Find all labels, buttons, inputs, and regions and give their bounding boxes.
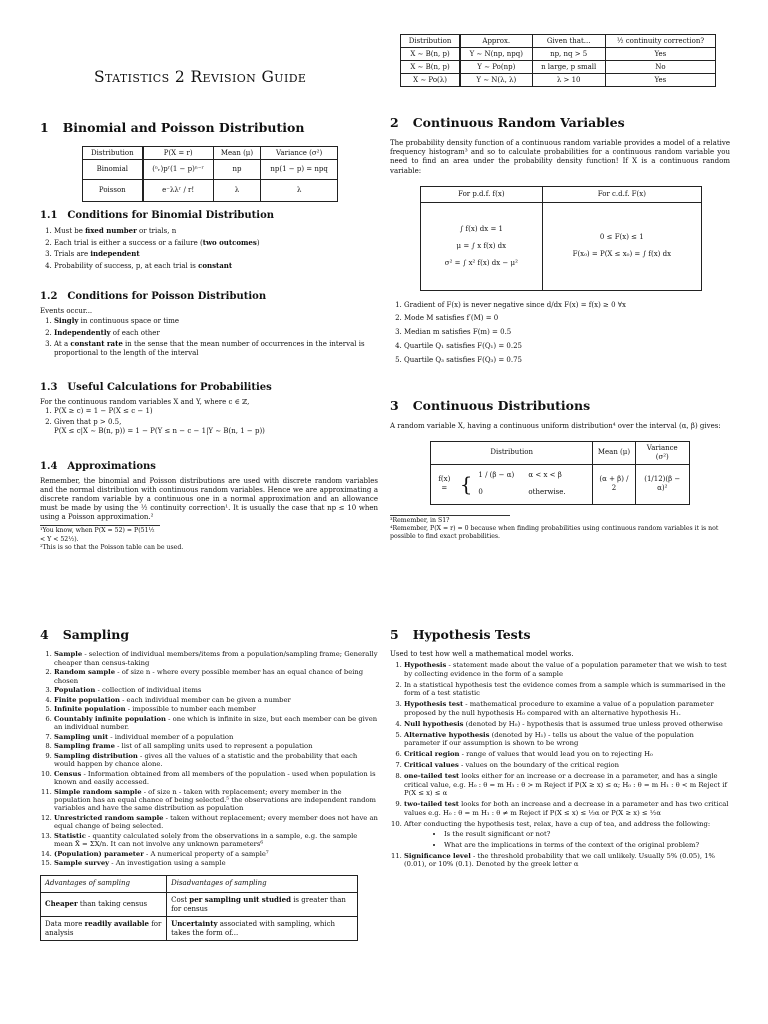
formula: 0 ≤ F(x) ≤ 1 (599, 233, 644, 242)
list-item: 1. Sample - selection of individual members/items from a population/sampling frame; Generally cheaper than census-taking (54, 650, 378, 667)
section-number: 3 (390, 398, 399, 413)
list-item: 10. Census - Information obtained from all members of the population - used when population is known and easily accessed. (54, 770, 378, 787)
list-item: 3. Median m satisfies F(m) = 0.5 (404, 326, 730, 338)
sampling-table (40, 875, 358, 941)
list-item: 2. Given that p > 0.5, P(X ≤ c|X ∼ B(n, p)) = 1 − P(Y ≤ n − c − 1|Y ∼ B(n, 1 − p)) (54, 418, 378, 436)
table-cell: Cost per sampling unit studied is greater than for census (167, 892, 358, 916)
subsection-title: Conditions for Poisson Distribution (67, 291, 267, 302)
table-header: Disadvantages of sampling (167, 875, 358, 892)
list-item: 4. Finite population - each individual member can be given a number (54, 696, 378, 704)
paragraph: Used to test how well a mathematical model works. (390, 650, 574, 659)
pdf-cdf-table (420, 186, 702, 291)
section-heading (390, 398, 730, 414)
list-item: 5. Infinite population - impossible to number each member (54, 705, 378, 713)
section-heading (40, 120, 378, 136)
formula: ∫ f(x) dx = 1 (459, 224, 503, 233)
footnote-4: ⁴Remember, P(X = r) = 0 because when finding probabilities using continuous random variables it is not possible to find exact probabilities. (390, 524, 719, 540)
approx-cell: X ∼ Po(λ) (401, 74, 461, 87)
section-number: 5 (390, 627, 399, 642)
list-item: 1. Hypothesis - statement made about the value of a population parameter that we wish to test by collecting evidence in the form of a sample (404, 661, 730, 678)
approx-header: ½ continuity correction? (605, 35, 715, 48)
brace-glyph: { (459, 472, 473, 497)
paragraph: The probability density function of a continuous random variable provides a model of a relative frequency histogram³ and so to calculate probabilities for a continuous random variable you need to find an area under the probability density function! If X is a continuous random variable: (390, 139, 730, 175)
list-item: 7. Sampling unit - individual member of a population (54, 733, 378, 741)
formula: F(x₀) = P(X ≤ x₀) = ∫ f(x) dx (572, 250, 672, 259)
bullet-list (404, 830, 730, 849)
approx-header: Given that... (532, 35, 605, 48)
table-cell: λ (213, 180, 261, 202)
subsection-heading (40, 209, 378, 222)
subsection-heading (40, 290, 378, 303)
approx-cell: Y ∼ Po(np) (460, 61, 532, 74)
list-item: 2. Random sample - of size n - where every possible member has an equal chance of being chosen (54, 668, 378, 685)
footnote-2: ²This is so that the Poisson table can be used. (40, 543, 184, 551)
subsection-title: Approximations (67, 461, 156, 472)
table-cell: Data more readily available for analysis (41, 916, 167, 940)
list-item: 5. Alternative hypothesis (denoted by H₁) - tells us about the value of the population parameter if our assumption is shown to be wrong (404, 731, 730, 748)
formula: f(x) = (438, 474, 451, 493)
list-item: 15. Sample survey - An investigation using a sample (54, 859, 378, 867)
footnote-1: ¹You know, when P(X = 52) ≃ P(51½ < Y < 52½). (40, 525, 160, 543)
uniform-table (430, 441, 690, 504)
list-item: 10. After conducting the hypothesis test, relax, have a cup of tea, and address the following: • Is the result significant or not? • What are the implications in terms of the context of the original problem? (404, 820, 730, 849)
paragraph: For the continuous random variables X and Y, where c ∈ ℤ, (40, 398, 250, 406)
approx-header: Distribution (401, 35, 461, 48)
subsection-number: 1.4 (40, 461, 58, 472)
page-title (94, 67, 306, 87)
subsection-title: Useful Calculations for Probabilities (67, 382, 272, 393)
table-header: Advantages of sampling (41, 875, 167, 892)
subsection-title: Conditions for Binomial Distribution (67, 210, 275, 221)
properties-list (390, 299, 730, 366)
list-item: 11. Significance level - the threshold probability that we call unlikely. Usually 5% (0.05), 1% (0.01), or 10% (0.1). Denoted by the greek letter α (404, 852, 730, 869)
list-item: 13. Statistic - quantity calculated solely from the observations in a sample, e.g. the sample mean X̄ = ΣX/n. It can not involve any unknown parameters⁶ (54, 832, 378, 849)
hypothesis-list (390, 661, 730, 868)
approx-cell: Y ∼ N(np, npq) (460, 48, 532, 61)
calculations-list (40, 407, 378, 436)
list-item: 8. one-tailed test looks either for an increase or a decrease in a parameter, and has a single critical value, e.g. H₀ : θ = m H₁ : θ > m Reject if P(X ≥ x) ≤ α; H₀ : θ = m H₁ : θ < m Reject if P(X ≤ x) ≤ α (404, 772, 730, 797)
paragraph: A random variable X, having a continuous uniform distribution⁴ over the interval (α, β) gives: (390, 422, 721, 431)
section-1-4 (40, 460, 378, 552)
list-item: 3. Trials are independent (54, 249, 378, 259)
subsection-heading (40, 460, 378, 473)
table-header: Distribution (83, 147, 143, 160)
section-title: Continuous Random Variables (412, 115, 625, 130)
table-header: Variance (σ²) (635, 442, 690, 464)
table-cell: (1/12)(β − α)² (635, 464, 690, 504)
section-title: Sampling (62, 627, 130, 642)
binomial-poisson-table (82, 146, 338, 202)
list-item: 1. Must be fixed number or trials, n (54, 226, 378, 236)
approx-table (400, 34, 716, 87)
approx-cell: X ∼ B(n, p) (401, 48, 461, 61)
approx-cell: λ > 10 (532, 74, 605, 87)
section-number: 2 (390, 115, 399, 130)
paragraph: Events occur... (40, 307, 93, 315)
table-cell: Binomial (83, 160, 143, 180)
cdf-formulas (542, 202, 701, 290)
section-number: 4 (40, 627, 49, 642)
list-item: 7. Critical values - values on the boundary of the critical region (404, 761, 730, 769)
section-1-3 (40, 381, 378, 437)
table-cell: e⁻λλʳ / r! (143, 180, 214, 202)
table-header: Distribution (431, 442, 593, 464)
formula: α < x < β (528, 470, 562, 479)
section-heading (390, 115, 730, 131)
poisson-conditions-list (40, 316, 378, 358)
table-cell: (ⁿᵣ)pʳ(1 − p)ⁿ⁻ʳ (143, 160, 214, 180)
section-1 (40, 120, 378, 202)
uniform-pdf (431, 464, 593, 504)
list-item: 6. Countably infinite population - one which is infinite in size, but each member can be given an individual number. (54, 715, 378, 732)
section-title: Hypothesis Tests (412, 627, 531, 642)
list-item: 3. Hypothesis test - mathematical procedure to examine a value of a population parameter proposed by the null hypothesis H₀ compared with an alternative hypothesis H₁. (404, 700, 730, 717)
section-heading (40, 627, 378, 643)
section-number: 1 (40, 120, 49, 135)
table-header: Mean (μ) (593, 442, 635, 464)
footnote-3: ³Remember, in S1? (390, 515, 510, 525)
approx-cell: X ∼ B(n, p) (401, 61, 461, 74)
table-header: For p.d.f. f(x) (421, 186, 543, 202)
list-item: 1. Gradient of F(x) is never negative since d/dx F(x) = f(x) ≥ 0 ∀x (404, 299, 730, 311)
approx-table-wrap (400, 34, 716, 87)
list-item: 9. two-tailed test looks for both an increase and a decrease in a parameter and has two critical values e.g. H₀ : θ = m H₁ : θ ≠ m Reject if P(X ≤ x) ≤ ½α or P(X ≥ x) ≤ ½α (404, 800, 730, 817)
list-item: 2. In a statistical hypothesis test the evidence comes from a sample which is summarised in the form of a test statistic (404, 681, 730, 698)
list-item: 4. Probability of success, p, at each trial is constant (54, 261, 378, 271)
subsection-number: 1.3 (40, 382, 58, 393)
list-item: 4. Quartile Q₁ satisfies F(Q₁) = 0.25 (404, 340, 730, 352)
section-4 (40, 627, 378, 941)
list-item: 8. Sampling frame - list of all sampling units used to represent a population (54, 742, 378, 750)
list-item: 14. (Population) parameter - A numerical property of a sample⁷ (54, 850, 378, 858)
table-cell: np (213, 160, 261, 180)
pdf-formulas (421, 202, 543, 290)
list-item: 9. Sampling distribution - gives all the values of a statistic and the probability that each would happen by chance alone. (54, 752, 378, 769)
formula: 1 / (β − α) (478, 470, 515, 479)
list-item: 3. At a constant rate in the sense that the mean number of occurrences in the interval is proportional to the length of the interval (54, 339, 378, 358)
section-1-2 (40, 290, 378, 360)
bullet-item: • What are the implications in terms of the context of the original problem? (444, 841, 730, 849)
approx-header: Approx. (460, 35, 532, 48)
list-item: 11. Simple random sample - of size n - taken with replacement; every member in the population has an equal chance of being selected.⁵ the observations are independent random variables and have the same distribution as population (54, 788, 378, 813)
approx-cell: No (605, 61, 715, 74)
section-title: Binomial and Poisson Distribution (62, 120, 305, 135)
section-title: Continuous Distributions (412, 398, 591, 413)
list-item: 1. Singly in continuous space or time (54, 316, 378, 326)
section-1-1 (40, 209, 378, 272)
list-item: 6. Critical region - range of values that would lead you on to rejecting H₀ (404, 750, 730, 758)
table-cell: (α + β) / 2 (593, 464, 635, 504)
section-5 (390, 627, 730, 871)
subsection-heading (40, 381, 378, 394)
table-cell: Cheaper than taking census (41, 892, 167, 916)
list-item: 2. Mode M satisfies f′(M) = 0 (404, 312, 730, 324)
approx-cell: Yes (605, 48, 715, 61)
list-item: 5. Quartile Q₃ satisfies F(Q₃) = 0.75 (404, 354, 730, 366)
section-3 (390, 398, 730, 541)
table-header: For c.d.f. F(x) (542, 186, 701, 202)
subsection-number: 1.1 (40, 210, 58, 221)
table-header: P(X = r) (143, 147, 214, 160)
table-header: Variance (σ²) (261, 147, 338, 160)
section-heading (390, 627, 730, 643)
binomial-conditions-list (40, 226, 378, 271)
approx-cell: Y ∼ N(λ, λ) (460, 74, 532, 87)
approx-cell: np, nq > 5 (532, 48, 605, 61)
formula: 0 (478, 488, 483, 497)
subsection-number: 1.2 (40, 291, 58, 302)
table-cell: Poisson (83, 180, 143, 202)
approx-cell: Yes (605, 74, 715, 87)
list-item: 1. P(X ≥ c) = 1 − P(X ≤ c − 1) (54, 407, 378, 416)
paragraph: Remember, the binomial and Poisson distributions are used with discrete random variables and the normal distribution with continuous random variables. Hence we are approximating a discrete random variable by a continuous one in a normal approximation and an allowance must be made by using the ½ continuity correction¹. It is usually the case that np ≤ 10 when using a Poisson approximation.² (40, 477, 378, 522)
table-cell: np(1 − p) = npq (261, 160, 338, 180)
page-title-text: Statistics 2 Revision Guide (94, 68, 307, 86)
section-2 (390, 115, 730, 367)
sampling-list (40, 650, 378, 868)
formula: σ² = ∫ x² f(x) dx − μ² (444, 258, 518, 267)
formula: otherwise. (528, 488, 566, 497)
list-item: 2. Each trial is either a success or a failure (two outcomes) (54, 238, 378, 248)
list-item: 12. Unrestricted random sample - taken without replacement; every member does not have an equal change of being selected. (54, 814, 378, 831)
list-item: 4. Null hypothesis (denoted by H₀) - hypothesis that is assumed true unless proved otherwise (404, 720, 730, 728)
table-cell: Uncertainty associated with sampling, which takes the form of... (167, 916, 358, 940)
list-item: 3. Population - collection of individual items (54, 686, 378, 694)
table-cell: λ (261, 180, 338, 202)
table-header: Mean (μ) (213, 147, 261, 160)
list-item: 2. Independently of each other (54, 328, 378, 338)
bullet-item: • Is the result significant or not? (444, 830, 730, 838)
formula: μ = ∫ x f(x) dx (456, 241, 507, 250)
approx-cell: n large, p small (532, 61, 605, 74)
